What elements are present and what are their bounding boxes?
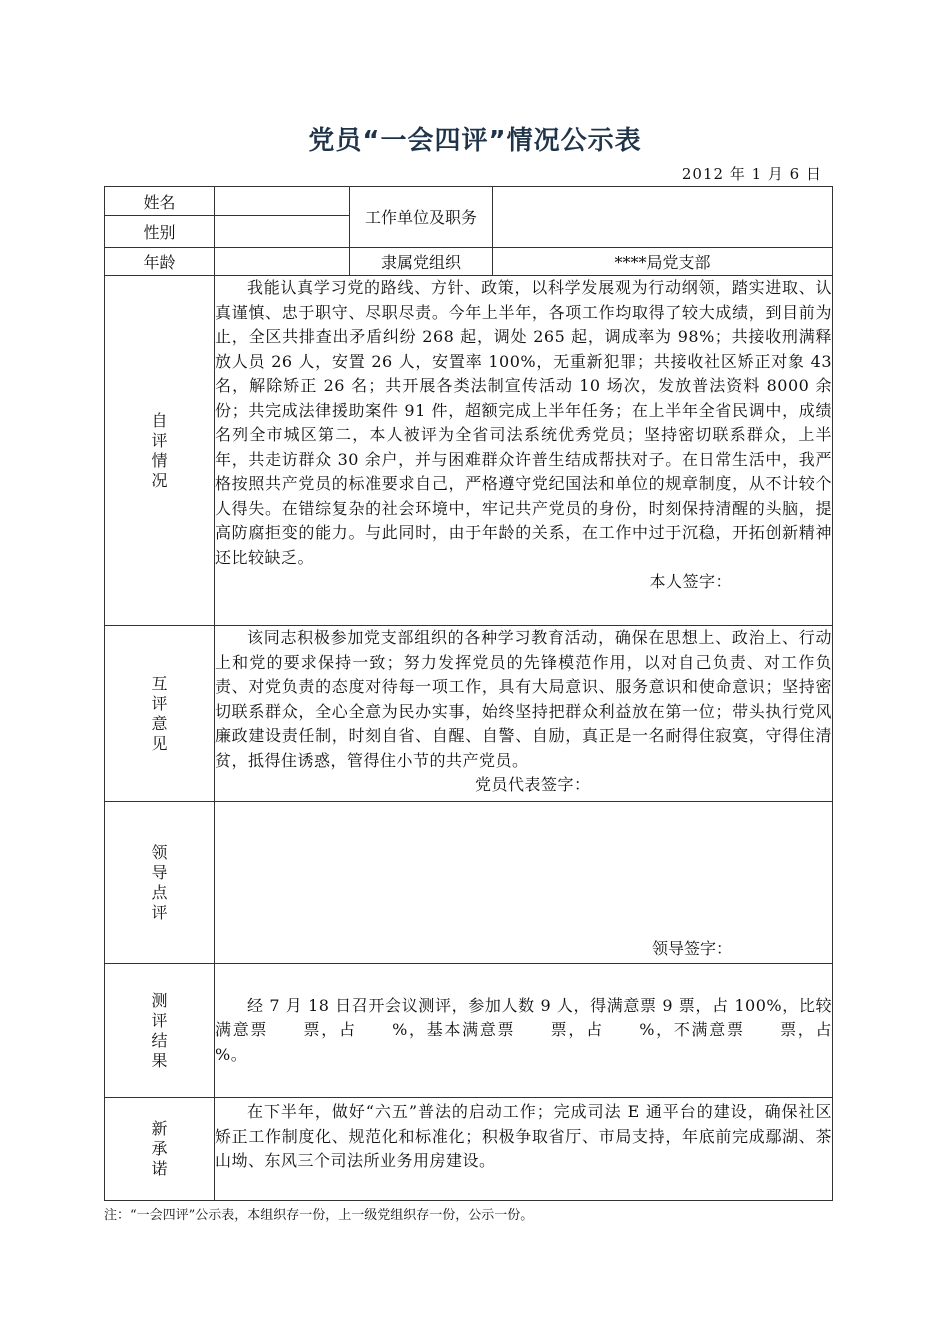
mutual-eval-label: 互 评 意 见 xyxy=(105,626,215,802)
disclosure-form-table xyxy=(104,186,866,1201)
gender-label: 性别 xyxy=(105,216,215,248)
form-date: 2012 年 1 月 6 日 xyxy=(681,165,822,183)
work-unit-value-cell xyxy=(493,187,833,248)
page-title: 党员“一会四评”情况公示表 xyxy=(308,126,642,156)
test-result-content xyxy=(215,964,866,1098)
age-label: 年龄 xyxy=(105,248,215,276)
work-unit-label: 工作单位及职务 xyxy=(350,187,493,248)
mutual-eval-content xyxy=(215,626,833,802)
self-eval-content xyxy=(215,276,833,626)
name-label: 姓名 xyxy=(105,187,215,216)
member-rep-signature-label: 党员代表签字： xyxy=(475,775,591,794)
self-signature-label: 本人签字： xyxy=(649,572,732,591)
gender-value-cell xyxy=(215,216,350,248)
party-org-label: 隶属党组织 xyxy=(350,248,493,276)
new-promise-text: 在下半年，做好“六五”普法的启动工作；完成司法 E 通平台的建设，确保社区矫正工作制度化、规范化和标准化；积极争取省厅、市局支持，年底前完成鄢湖、茶山坳、东风三个司法所业务用房建设。 xyxy=(215,1102,832,1170)
leader-eval-content xyxy=(215,802,833,964)
new-promise-content xyxy=(215,1098,833,1201)
leader-eval-label: 领 导 点 评 xyxy=(105,802,215,964)
self-eval-label: 自 评 情 况 xyxy=(105,276,215,626)
party-org-value: ****局党支部 xyxy=(493,248,833,276)
footnote: 注：“一会四评”公示表，本组织存一份，上一级党组织存一份，公示一份。 xyxy=(104,1208,534,1223)
self-eval-text: 我能认真学习党的路线、方针、政策，以科学发展观为行动纲领，踏实进取、认真谨慎、忠于职守、尽职尽责。今年上半年，各项工作均取得了较大成绩，到目前为止，全区共排查出矛盾纠纷 268 起，调处 265 起，调成率为 98%；共接收刑满释放人员 26 人，安置 26 人，安置率 100%，无重新犯罪；共接收社区矫正对象 43 名，解除矫正 26 名；共开展各类法制宣传活动 10 场次，发放普法资料 8000 余份；共完成法律援助案件 91 件，超额完成上半年任务；在上半年全省民调中，成绩名列全市城区第二，本人被评为全省司法系统优秀党员；坚持密切联系群众，上半年，共走访群众 30 余户，并与困难群众许普生结成帮扶对子。在日常生活中，我严格按照共产党员的标准要求自己，严格遵守党纪国法和单位的规章制度，从不计较个人得失。在错综复杂的社会环境中，牢记共产党员的身份，时刻保持清醒的头脑，提高防腐拒变的能力。与此同时，由于年龄的关系，在工作中过于沉稳，开拓创新精神还比较缺乏。 xyxy=(215,278,832,567)
test-result-label: 测 评 结 果 xyxy=(105,964,215,1098)
test-result-text: 经 7 月 18 日召开会议测评，参加人数 9 人，得满意票 9 票，占 100%，比较满意票 票，占 %，基本满意票 票，占 %，不满意票 票，占 %。 xyxy=(215,995,866,1064)
mutual-eval-text: 该同志积极参加党支部组织的各种学习教育活动，确保在思想上、政治上、行动上和党的要求保持一致；努力发挥党员的先锋模范作用，以对自己负责、对工作负责、对党负责的态度对待每一项工作，具有大局意识、服务意识和使命意识；坚持密切联系群众，全心全意为民办实事，始终坚持把群众利益放在第一位；带头执行党风廉政建设责任制，时刻自省、自醒、自警、自励，真正是一名耐得住寂寞，守得住清贫，抵得住诱惑，管得住小节的共产党员。 xyxy=(215,628,832,770)
leader-signature-label: 领导签字： xyxy=(651,939,732,958)
new-promise-label: 新 承 诺 xyxy=(105,1098,215,1201)
age-value-cell xyxy=(215,248,350,276)
name-value-cell xyxy=(215,187,350,216)
